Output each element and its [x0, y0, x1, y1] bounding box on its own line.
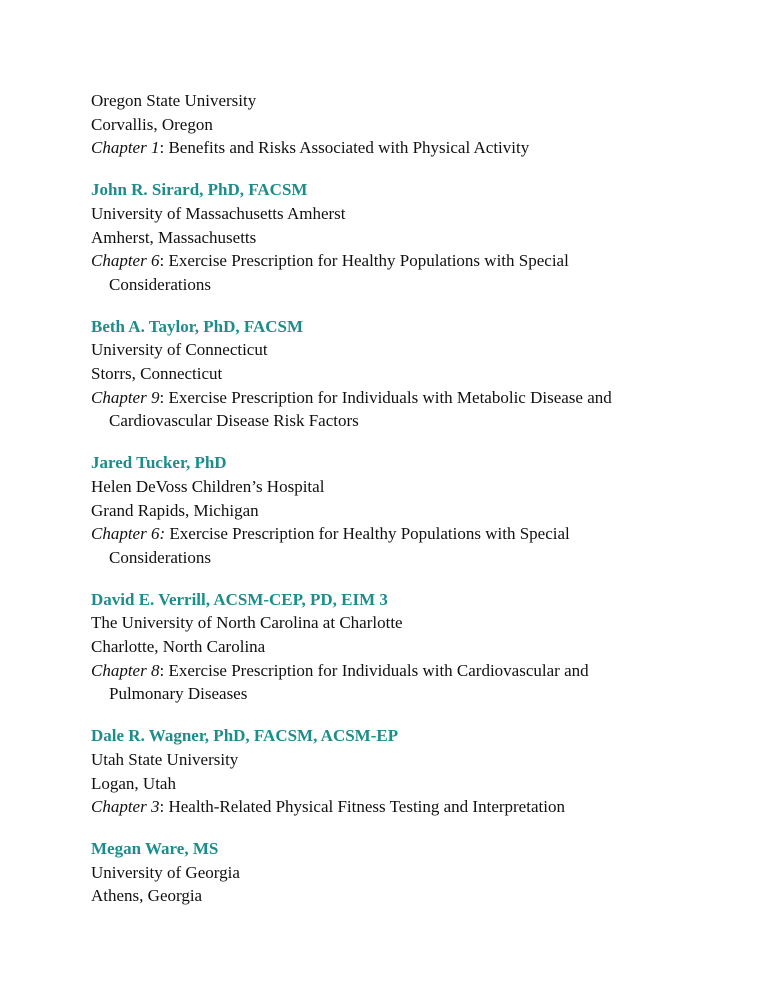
contributor-location: Grand Rapids, Michigan — [91, 500, 259, 520]
contributor-chapter — [91, 249, 731, 273]
contributor-entry — [91, 89, 731, 160]
contributor-name: Beth A. Taylor, PhD, FACSM — [91, 316, 304, 336]
chapter-label: Chapter 9 — [91, 387, 160, 407]
chapter-label: Chapter 6 — [91, 251, 160, 271]
contributor-institution: Oregon State University — [91, 91, 257, 110]
chapter-label: Chapter 8 — [91, 660, 160, 680]
contributor-institution: Helen DeVoss Children’s Hospital — [91, 476, 325, 496]
chapter-title-continuation: Pulmonary Diseases — [109, 684, 248, 704]
contributor-name: Jared Tucker, PhD — [91, 453, 227, 473]
chapter-title: : Benefits and Risks Associated with Physical Activity — [159, 138, 530, 158]
contributor-name: John R. Sirard, PhD, FACSM — [91, 180, 308, 200]
chapter-title-continuation: Considerations — [109, 547, 211, 567]
chapter-label: Chapter 6: — [91, 524, 166, 544]
contributor-location: Amherst, Massachusetts — [91, 227, 257, 247]
contributor-location: Corvallis, Oregon — [91, 114, 213, 134]
contributor-entry — [91, 315, 731, 434]
contributor-chapter — [91, 659, 731, 683]
contributor-entry — [91, 178, 731, 297]
chapter-title: : Health-Related Physical Fitness Testing and Interpretation — [159, 797, 565, 817]
contributor-institution: The University of North Carolina at Charlotte — [91, 613, 403, 633]
chapter-label: Chapter 1 — [91, 138, 160, 158]
contributor-location: Charlotte, North Carolina — [91, 637, 266, 657]
contributor-entry — [91, 837, 731, 908]
contributor-institution: University of Connecticut — [91, 340, 268, 360]
contributor-name: Megan Ware, MS — [91, 838, 219, 858]
contributor-name: David E. Verrill, ACSM-CEP, PD, EIM 3 — [91, 589, 388, 609]
contributor-list — [91, 89, 731, 908]
contributor-institution: University of Massachusetts Amherst — [91, 203, 346, 223]
chapter-title: : Exercise Prescription for Individuals with Metabolic Disease and — [159, 387, 612, 407]
contributor-entry — [91, 451, 731, 570]
chapter-title-continuation: Cardiovascular Disease Risk Factors — [109, 411, 359, 431]
contributor-institution: University of Georgia — [91, 862, 240, 882]
contributor-institution: Utah State University — [91, 749, 239, 769]
contributor-entry — [91, 588, 731, 707]
contributor-chapter — [91, 136, 731, 160]
contributor-chapter — [91, 795, 731, 819]
contributor-entry — [91, 724, 731, 819]
contributor-location: Storrs, Connecticut — [91, 364, 223, 384]
contributor-name: Dale R. Wagner, PhD, FACSM, ACSM-EP — [91, 726, 399, 746]
chapter-title: Exercise Prescription for Healthy Populations with Special — [165, 524, 570, 544]
contributor-location: Logan, Utah — [91, 773, 176, 793]
contributor-chapter — [91, 522, 731, 546]
chapter-title: : Exercise Prescription for Individuals with Cardiovascular and — [159, 660, 589, 680]
chapter-title: : Exercise Prescription for Healthy Populations with Special — [159, 251, 569, 271]
contributor-location: Athens, Georgia — [91, 886, 203, 906]
chapter-title-continuation: Considerations — [109, 274, 211, 294]
contributor-chapter — [91, 386, 731, 410]
chapter-label: Chapter 3 — [91, 797, 160, 817]
